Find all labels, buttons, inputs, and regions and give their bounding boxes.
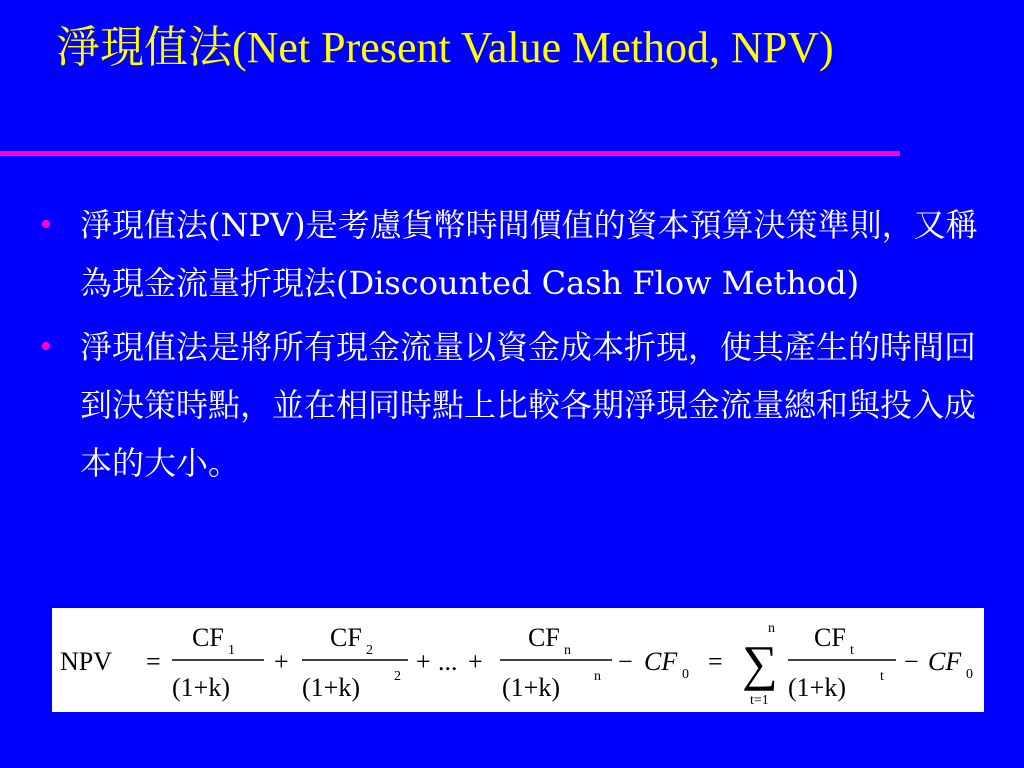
sum-icon: ∑ bbox=[742, 635, 778, 691]
formula-minus: − bbox=[904, 647, 919, 676]
formula-numerator: CF bbox=[330, 623, 362, 652]
formula-subscript: 0 bbox=[966, 667, 973, 682]
formula-minus: − bbox=[618, 647, 633, 676]
sum-lower-limit: t=1 bbox=[750, 693, 769, 708]
formula-numerator: CF bbox=[814, 623, 846, 652]
formula-subscript: t bbox=[850, 643, 854, 658]
bullet-text: 淨現值法(NPV)是考慮貨幣時間價值的資本預算決策準則，又稱為現金流量折現法(Discounted Cash Flow Method) bbox=[80, 206, 978, 302]
bullet-text: 淨現值法是將所有現金流量以資金成本折現，使其產生的時間回到決策時點，並在相同時點上比較各期淨現金流量總和與投入成本的大小。 bbox=[80, 328, 977, 482]
formula-denominator: (1+k) bbox=[302, 673, 360, 702]
slide-title: 淨現值法(Net Present Value Method, NPV) bbox=[56, 23, 834, 72]
formula-numerator: CF bbox=[528, 623, 560, 652]
bullet-dot-icon: • bbox=[40, 206, 52, 243]
formula-equals: = bbox=[146, 647, 161, 676]
formula-subscript: 1 bbox=[228, 643, 235, 658]
formula-plus: + bbox=[274, 647, 289, 676]
formula-denominator: (1+k) bbox=[502, 673, 560, 702]
formula-plus: + bbox=[468, 647, 483, 676]
formula-equals: = bbox=[708, 647, 723, 676]
formula-plus: + bbox=[416, 647, 431, 676]
formula-denominator: (1+k) bbox=[172, 673, 230, 702]
bullet-item bbox=[36, 318, 996, 492]
formula-subscript: 0 bbox=[682, 667, 689, 682]
formula-ellipsis: ... bbox=[438, 647, 458, 676]
bullet-item bbox=[36, 196, 996, 312]
formula-svg bbox=[52, 608, 984, 712]
formula-cf0: CF bbox=[644, 647, 678, 676]
formula-exponent: t bbox=[880, 669, 884, 684]
npv-formula bbox=[52, 608, 984, 712]
formula-lhs: NPV bbox=[60, 647, 113, 676]
formula-denominator: (1+k) bbox=[788, 673, 846, 702]
bullet-list bbox=[36, 196, 996, 492]
bullet-dot-icon: • bbox=[40, 328, 52, 365]
formula-cf0: CF bbox=[928, 647, 962, 676]
formula-exponent: n bbox=[594, 669, 601, 684]
formula-numerator: CF bbox=[192, 623, 224, 652]
formula-exponent: 2 bbox=[394, 669, 401, 684]
sum-upper-limit: n bbox=[768, 621, 775, 636]
formula-subscript: 2 bbox=[366, 643, 373, 658]
formula-subscript: n bbox=[564, 643, 571, 658]
title-divider bbox=[0, 151, 900, 156]
